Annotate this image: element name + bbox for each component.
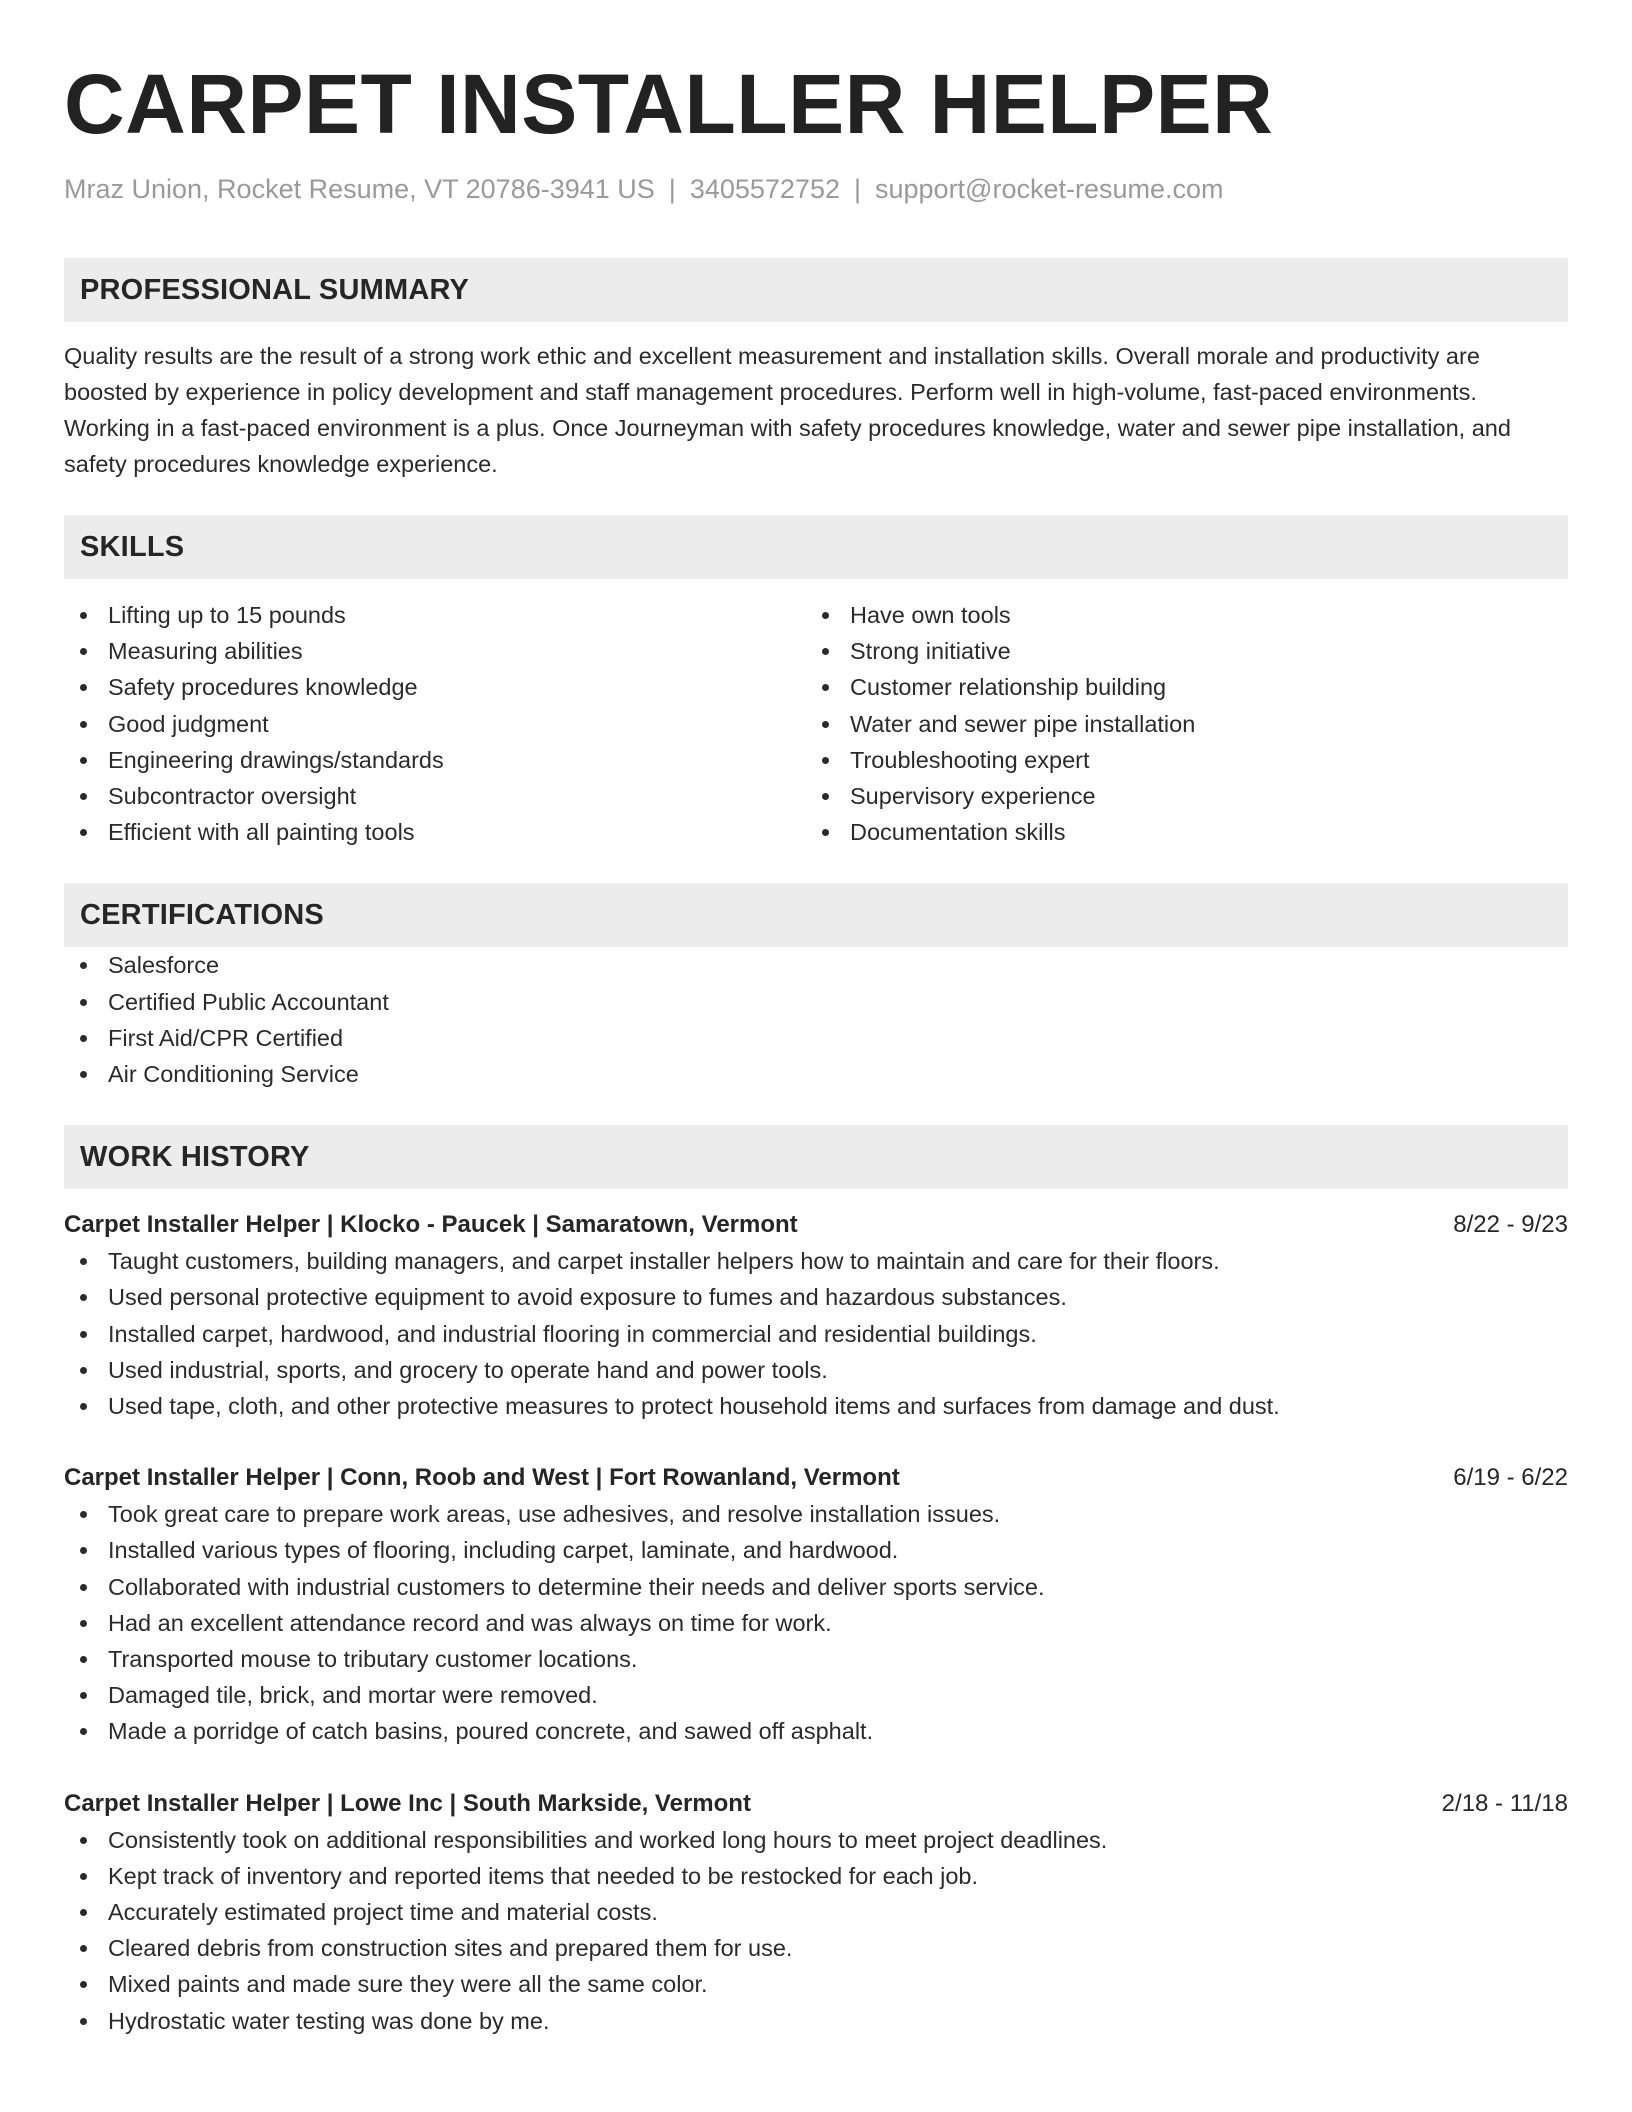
list-item — [64, 633, 806, 669]
list-item-text: Engineering drawings/standards — [108, 746, 444, 773]
list-item — [64, 1279, 1568, 1315]
list-item-text: Troubleshooting expert — [850, 746, 1090, 773]
list-item-text: Customer relationship building — [850, 674, 1167, 701]
bullet-icon — [822, 612, 829, 619]
list-item-text: Had an excellent attendance record and was always on time for work. — [108, 1609, 832, 1636]
list-item — [64, 742, 806, 778]
bullet-icon — [80, 1692, 87, 1699]
list-item — [806, 778, 1548, 814]
bullet-icon — [80, 1367, 87, 1374]
list-item — [64, 1316, 1568, 1352]
bullet-icon — [80, 1656, 87, 1663]
bullet-icon — [80, 684, 87, 691]
bullet-icon — [80, 1511, 87, 1518]
job-header — [64, 1460, 1568, 1496]
list-item-text: Installed various types of flooring, including carpet, laminate, and hardwood. — [108, 1537, 899, 1564]
section-heading-skills: SKILLS — [64, 515, 1568, 579]
bullet-icon — [80, 1584, 87, 1591]
bullet-icon — [80, 1909, 87, 1916]
bullet-icon — [822, 721, 829, 728]
job-dates: 6/19 - 6/22 — [1453, 1464, 1568, 1492]
job-title: Carpet Installer Helper | Conn, Roob and West | Fort Rowanland, Vermont — [64, 1464, 900, 1492]
list-item-text: Took great care to prepare work areas, use adhesives, and resolve installation issues. — [108, 1501, 1001, 1528]
list-item-text: Air Conditioning Service — [108, 1061, 359, 1088]
bullet-icon — [80, 1294, 87, 1301]
skills-list-left — [64, 597, 806, 850]
list-item — [806, 633, 1548, 669]
list-item — [64, 1056, 1568, 1092]
bullet-icon — [80, 1547, 87, 1554]
list-item-text: Safety procedures knowledge — [108, 674, 418, 701]
bullet-icon — [80, 1403, 87, 1410]
list-item — [64, 1930, 1568, 1966]
list-item-text: Cleared debris from construction sites and prepared them for use. — [108, 1935, 793, 1962]
skills-column-right — [806, 597, 1548, 850]
list-item — [64, 669, 806, 705]
list-item-text: Kept track of inventory and reported items that needed to be restocked for each job. — [108, 1862, 979, 1889]
list-item — [64, 706, 806, 742]
list-item-text: Water and sewer pipe installation — [850, 710, 1196, 737]
list-item — [64, 1894, 1568, 1930]
skills-grid — [64, 597, 1568, 850]
bullet-icon — [80, 793, 87, 800]
bullet-icon — [80, 1981, 87, 1988]
skills-list-right — [806, 597, 1548, 850]
applicant-name: CARPET INSTALLER HELPER — [64, 57, 1274, 151]
list-item — [64, 1532, 1568, 1568]
list-item-text: Efficient with all painting tools — [108, 819, 415, 846]
list-item-text: Certified Public Accountant — [108, 988, 389, 1015]
job-dates: 2/18 - 11/18 — [1441, 1789, 1568, 1817]
section-heading-summary: PROFESSIONAL SUMMARY — [64, 258, 1568, 322]
list-item-text: Supervisory experience — [850, 783, 1096, 810]
bullet-icon — [80, 2018, 87, 2025]
list-item — [64, 778, 806, 814]
contact-email: support@rocket-resume.com — [875, 174, 1224, 204]
list-item-text: Strong initiative — [850, 638, 1011, 665]
bullet-icon — [80, 721, 87, 728]
bullet-icon — [80, 1873, 87, 1880]
list-item-text: Lifting up to 15 pounds — [108, 602, 346, 628]
list-item — [64, 597, 806, 633]
summary-text: Quality results are the result of a strong work ethic and excellent measurement and installation skills. Overall morale and productivity are boosted by experience in policy development and staff management procedures. Perform well in high-volume, fast-paced environments. Working in a fast-paced environment is a plus. Once Journeyman with safety procedures knowledge, water and sewer pipe installation, and safety procedures knowledge experience. — [64, 343, 1511, 477]
bullet-icon — [822, 648, 829, 655]
job-title: Carpet Installer Helper | Lowe Inc | South Markside, Vermont — [64, 1789, 751, 1817]
list-item-text: Used tape, cloth, and other protective measures to protect household items and surfaces from damage and dust. — [108, 1393, 1280, 1420]
list-item-text: Consistently took on additional responsibilities and worked long hours to meet project deadlines. — [108, 1826, 1108, 1853]
list-item — [64, 1388, 1568, 1424]
list-item — [806, 669, 1548, 705]
job-title: Carpet Installer Helper | Klocko - Paucek | Samaratown, Vermont — [64, 1211, 798, 1239]
list-item — [64, 1822, 1568, 1858]
bullet-icon — [822, 793, 829, 800]
contact-line — [64, 172, 1568, 206]
list-item-text: Taught customers, building managers, and carpet installer helpers how to maintain and care for their floors. — [108, 1248, 1220, 1275]
list-item-text: First Aid/CPR Certified — [108, 1024, 344, 1051]
resume-page — [64, 56, 1568, 2039]
list-item-text: Collaborated with industrial customers to determine their needs and deliver sports service. — [108, 1573, 1045, 1600]
contact-separator: | — [853, 174, 861, 204]
list-item — [64, 1966, 1568, 2002]
list-item-text: Mixed paints and made sure they were all the same color. — [108, 1971, 708, 1998]
list-item-text: Subcontractor oversight — [108, 783, 357, 810]
bullet-icon — [80, 1620, 87, 1627]
bullet-icon — [80, 1837, 87, 1844]
list-item — [64, 1605, 1568, 1641]
list-item-text: Transported mouse to tributary customer locations. — [108, 1646, 638, 1673]
list-item — [64, 1641, 1568, 1677]
list-item-text: Salesforce — [108, 952, 220, 979]
list-item-text: Measuring abilities — [108, 638, 303, 665]
job-bullets — [64, 1496, 1568, 1749]
contact-phone: 3405572752 — [689, 174, 840, 204]
job-entry — [64, 1460, 1568, 1749]
bullet-icon — [80, 962, 87, 969]
skills-column-left — [64, 597, 806, 850]
bullet-icon — [80, 648, 87, 655]
list-item — [64, 814, 806, 850]
list-item-text: Installed carpet, hardwood, and industrial flooring in commercial and residential buildings. — [108, 1320, 1037, 1347]
job-entry — [64, 1786, 1568, 2039]
list-item — [64, 1858, 1568, 1894]
bullet-icon — [80, 1035, 87, 1042]
contact-address: Mraz Union, Rocket Resume, VT 20786-3941 US — [64, 174, 655, 204]
list-item-text: Used personal protective equipment to avoid exposure to fumes and hazardous substances. — [108, 1284, 1067, 1311]
bullet-icon — [822, 757, 829, 764]
list-item-text: Damaged tile, brick, and mortar were removed. — [108, 1682, 598, 1709]
bullet-icon — [822, 684, 829, 691]
list-item-text: Accurately estimated project time and material costs. — [108, 1899, 658, 1926]
job-header — [64, 1786, 1568, 1822]
list-item — [64, 1569, 1568, 1605]
bullet-icon — [80, 1258, 87, 1265]
bullet-icon — [80, 612, 87, 619]
job-bullets — [64, 1243, 1568, 1424]
list-item — [64, 947, 1568, 983]
list-item-text: Have own tools — [850, 602, 1011, 628]
section-heading-work-history: WORK HISTORY — [64, 1125, 1568, 1189]
list-item-text: Used industrial, sports, and grocery to operate hand and power tools. — [108, 1356, 828, 1383]
list-item — [64, 1020, 1568, 1056]
list-item — [64, 1713, 1568, 1749]
job-bullets — [64, 1822, 1568, 2039]
bullet-icon — [80, 1945, 87, 1952]
list-item-text: Made a porridge of catch basins, poured concrete, and sawed off asphalt. — [108, 1718, 874, 1745]
contact-separator: | — [668, 174, 676, 204]
bullet-icon — [80, 757, 87, 764]
list-item — [64, 984, 1568, 1020]
list-item — [806, 597, 1548, 633]
list-item-text: Documentation skills — [850, 819, 1066, 846]
list-item — [64, 1352, 1568, 1388]
list-item — [806, 706, 1548, 742]
list-item — [64, 2003, 1568, 2039]
list-item — [806, 742, 1548, 778]
bullet-icon — [80, 999, 87, 1006]
job-dates: 8/22 - 9/23 — [1453, 1211, 1568, 1239]
job-header — [64, 1207, 1568, 1243]
certifications-list — [64, 947, 1568, 1092]
bullet-icon — [80, 1331, 87, 1338]
bullet-icon — [822, 829, 829, 836]
list-item — [64, 1243, 1568, 1279]
bullet-icon — [80, 829, 87, 836]
section-heading-certifications: CERTIFICATIONS — [64, 883, 1568, 947]
bullet-icon — [80, 1728, 87, 1735]
list-item — [64, 1496, 1568, 1532]
bullet-icon — [80, 1071, 87, 1078]
job-entry — [64, 1207, 1568, 1424]
list-item-text: Good judgment — [108, 710, 269, 737]
list-item-text: Hydrostatic water testing was done by me. — [108, 2007, 550, 2034]
list-item — [806, 814, 1548, 850]
list-item — [64, 1677, 1568, 1713]
